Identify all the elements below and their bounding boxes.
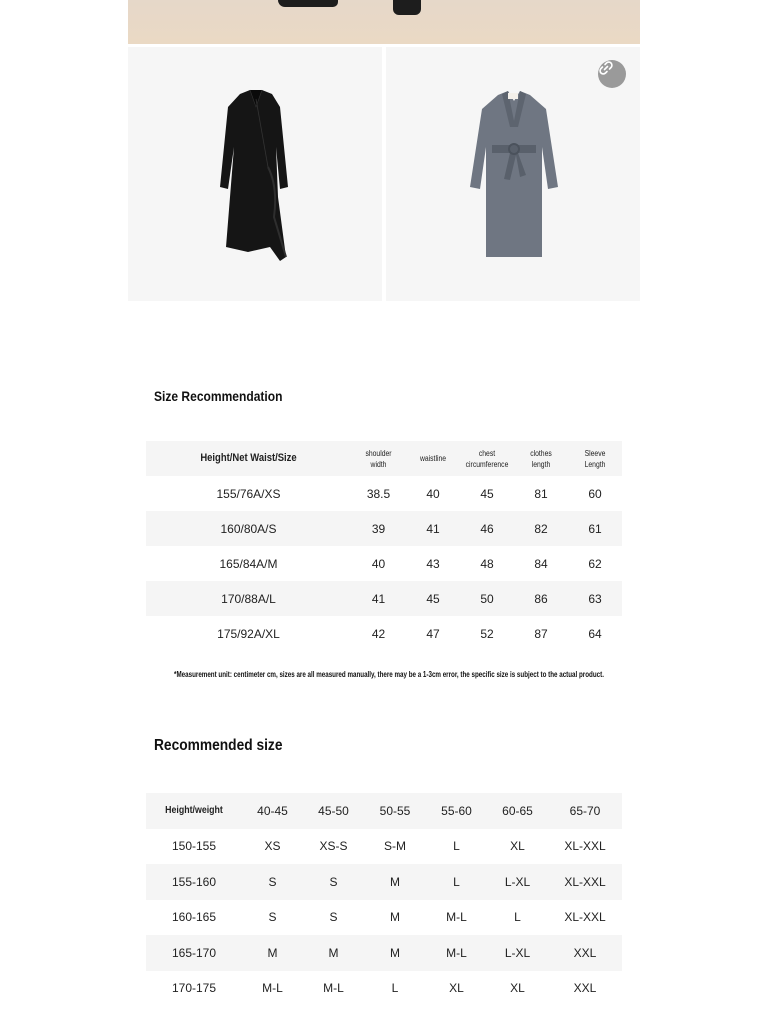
rec-table-cell: XXL (573, 981, 597, 996)
size-table-cell: 87 (534, 626, 548, 641)
size-table-cell: 175/92A/XL (217, 626, 280, 641)
rec-table-header: 45-50 (318, 803, 349, 818)
size-table-cell: 62 (588, 556, 602, 571)
rec-table-cell: XXL (573, 945, 597, 960)
rec-table-header: 65-70 (569, 803, 601, 818)
rec-table-cell: M-L (323, 981, 344, 996)
measurement-note: *Measurement unit: centimeter cm, sizes are all measured manually, there may be a 1-3cm error, the specific size is subject to the actual product. (174, 670, 604, 679)
size-table-cell: 82 (534, 521, 548, 536)
size-table-row (146, 581, 622, 616)
rec-table-cell: 150-155 (171, 839, 217, 854)
size-table-cell: 43 (426, 556, 440, 571)
rec-table-row (146, 935, 622, 971)
size-table-cell: 60 (588, 486, 602, 501)
size-table-header: Sleeve Length (584, 448, 606, 469)
grey-coat-illustration (386, 47, 640, 301)
size-table-cell: 160/80A/S (220, 521, 277, 536)
rec-table-cell: S (268, 910, 277, 925)
rec-table-cell: L (514, 910, 521, 925)
size-table-cell: 52 (480, 626, 494, 641)
rec-table-cell: M (390, 874, 400, 889)
rec-table-cell: S-M (384, 839, 406, 854)
size-table-header: Height/Net Waist/Size (200, 452, 297, 464)
rec-table-cell: 155-160 (171, 874, 217, 889)
rec-table-cell: XL (510, 981, 525, 996)
rec-table-cell: XL-XXL (564, 839, 606, 854)
rec-table-cell: S (268, 874, 277, 889)
size-table-cell: 63 (588, 591, 602, 606)
size-table-cell: 45 (480, 486, 494, 501)
rec-table-header: 60-65 (502, 803, 533, 818)
link-button[interactable] (598, 60, 626, 88)
rec-table-cell: XL (510, 839, 525, 854)
size-table-cell: 48 (480, 556, 494, 571)
product-image-black-dress[interactable] (128, 47, 382, 301)
rec-table-header-row (146, 793, 622, 829)
product-image-grey-coat[interactable] (386, 47, 640, 301)
size-table-header: shoulder width (365, 448, 392, 469)
rec-table-header: 50-55 (379, 803, 411, 818)
rec-table-cell: S (329, 874, 338, 889)
size-table-cell: 38.5 (366, 486, 391, 501)
rec-table-cell: L-XL (504, 874, 531, 889)
size-table-cell: 64 (588, 626, 602, 641)
size-table-header: chest circumference (465, 448, 509, 469)
rec-table-cell: 165-170 (171, 945, 217, 960)
size-table-cell: 81 (534, 486, 548, 501)
rec-table-header: 40-45 (257, 803, 288, 818)
rec-table-cell: M-L (262, 981, 283, 996)
rec-table-cell: M-L (446, 945, 467, 960)
size-table-cell: 86 (534, 591, 548, 606)
size-table-header: waistline (419, 454, 447, 463)
rec-table-row (146, 829, 622, 865)
size-table-cell: 39 (371, 521, 386, 536)
size-table-cell: 61 (588, 521, 602, 536)
size-table-cell: 41 (371, 591, 386, 606)
rec-table-row (146, 864, 622, 900)
rec-table-cell: XL-XXL (564, 910, 606, 925)
size-table-cell: 50 (480, 591, 494, 606)
top-product-photo (128, 0, 640, 44)
rec-table-cell: M (267, 945, 278, 960)
size-recommendation-title: Size Recommendation (154, 388, 283, 404)
rec-table-cell: L (453, 839, 460, 854)
black-dress-illustration (128, 47, 382, 301)
size-table-cell: 170/88A/L (221, 591, 276, 606)
size-table-cell: 41 (426, 521, 440, 536)
size-table-cell: 165/84A/M (219, 556, 278, 571)
size-table-header: clothes length (530, 448, 552, 469)
rec-table-cell: M (390, 910, 400, 925)
rec-table-cell: 170-175 (171, 981, 217, 996)
size-table-cell: 45 (426, 591, 440, 606)
rec-table-cell: L (391, 981, 399, 996)
size-table-header-row (146, 441, 622, 476)
rec-table-cell: XS-S (319, 839, 348, 854)
rec-table-row (146, 971, 622, 1007)
rec-table-header: 55-60 (441, 803, 472, 818)
rec-table-cell: M-L (446, 910, 467, 925)
rec-table-row (146, 900, 622, 936)
size-table-cell: 42 (371, 626, 386, 641)
size-table-cell: 40 (426, 486, 440, 501)
size-table-cell: 47 (426, 626, 440, 641)
size-table-row (146, 476, 622, 511)
rec-table-cell: M (390, 945, 400, 960)
rec-table-cell: L-XL (504, 945, 531, 960)
size-table-row (146, 616, 622, 651)
size-table-cell: 155/76A/XS (216, 486, 281, 501)
rec-table-header: Height/weight (165, 805, 223, 817)
rec-table-cell: 160-165 (171, 910, 217, 925)
link-icon (598, 60, 614, 76)
rec-table-cell: S (329, 910, 338, 925)
size-table-cell: 40 (371, 556, 386, 571)
size-table-row (146, 546, 622, 581)
rec-table-cell: L (453, 874, 460, 889)
rec-table-cell: XL (449, 981, 464, 996)
size-table-cell: 46 (480, 521, 494, 536)
size-table-row (146, 511, 622, 546)
rec-table-cell: XS (264, 839, 281, 854)
shoe-right (393, 0, 421, 15)
size-table-cell: 84 (534, 556, 548, 571)
recommended-size-table (146, 793, 622, 1006)
rec-table-cell: M (328, 945, 339, 960)
recommended-size-title: Recommended size (154, 737, 283, 754)
rec-table-cell: XL-XXL (564, 874, 606, 889)
size-recommendation-table (146, 441, 622, 651)
shoe-left (278, 0, 338, 7)
